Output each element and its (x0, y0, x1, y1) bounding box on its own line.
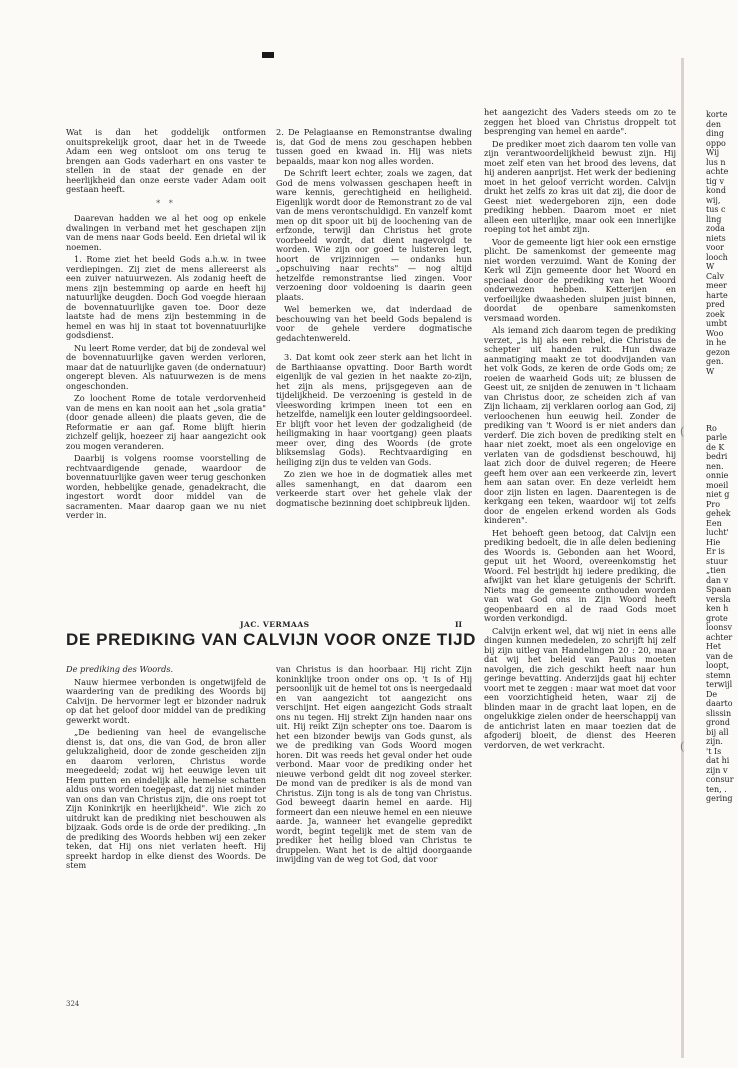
column3 (484, 108, 676, 998)
article2-column2 (276, 665, 472, 995)
paragraph: Wat is dan het goddelijk ontformen onuitsprekelijk groot, daar het in de Tweede Adam een weg ontsloot om ons terug te brengen aan Gods vaderhart en ons vaster te stellen in de staat der genade en der heerlijkheid dan onze eerste vader Adam ooit gestaan heeft. (66, 128, 266, 194)
fragment-line: Woo (706, 328, 724, 338)
paragraph: Daarevan hadden we al het oog op enkele dwalingen in verband met het geschapen zijn van de mens naar Gods beeld. Een drietal wil ik noemen. (66, 213, 266, 252)
fragment-line: zijn v (706, 765, 728, 775)
paragraph: Zo zien we hoe in de dogmatiek alles met alles samenhangt, en dat daarom een verkeerde start over het gehele vlak der dogmatische bezinning doet schipbreuk lijden. (276, 469, 472, 508)
paragraph: De prediker moet zich daarom ten volle van zijn verantwoordelijkheid bewust zijn. Hij moet zelf eten van het brood des levens, dat hij anderen aanprijst. Het werk der bediening moet in het geloof verricht worden. Calvijn drukt het zelfs zo kras uit dat zij, die door de Geest niet wedergeboren zijn, een dode prediking hebben. Daarom moet er niet alleen een uiterlijke, maar ook een innerlijke roeping tot het ambt zijn. (484, 138, 676, 234)
article-part: II (455, 620, 463, 629)
fragment-line: stemn (706, 670, 731, 680)
paragraph: Als iemand zich daarom tegen de prediking verzet, „is hij als een rebel, die Christus de schepter uit handen rukt. Hun dwaze aanmatiging maakt ze tot doodvijanden van het volk Gods, ze keren de orde Gods om; ze roeien de waarheid Gods uit; ze blussen de Geest uit, ze snijden de zenuwen in 't lichaam van Christus door, ze scheiden zich af van Zijn lichaam, zij verklaren oorlog aan God, zij verloochenen hun eeuwig heil. Zonder de prediking van 't Woord is er niet anders dan verderf. Die zich boven de prediking stelt en haar niet zoekt, moet als een ongelovige en verlaten van de godsdienst beschouwd, hij laat zich door de duivel regeren; de Heere geeft hem over aan een verkeerde zin, levert hem aan satan over. En deze verleidt hem door zijn listen en lagen. Daarentegen is de kerkgang een teken, waardoor wij tot zelfs door de engelen erkend worden als Gods kinderen". (484, 325, 676, 525)
fragment-line: achte (706, 167, 729, 176)
fragment-line: kond (706, 186, 726, 195)
fragment-line: loopt, (706, 661, 730, 670)
paragraph: het aangezicht des Vaders steeds om zo te zeggen het bloed van Christus droppelt tot besprenging van hemel en aarde". (484, 108, 676, 136)
fragment-line (706, 386, 738, 396)
fragment-line: moeil (706, 480, 729, 490)
fragment-line: ten, . (706, 784, 727, 794)
fragment-line: ding (706, 129, 724, 138)
fragment-line (706, 405, 738, 415)
fragment-line: daarto (706, 699, 733, 708)
paragraph: „De bediening van heel de evangelische dienst is, dat ons, die van God, de bron aller gelukzaligheid, door de zonde gescheiden zijn en daarom verloren, Christus worde meegedeeld; zodat wij het eeuwige leven uit Hem putten en eindelijk alle hemelse schatten aldus ons worden toegepast, dat zij niet minder van ons dan van Christus zijn, die ons roept tot Zijn Koninkrijk en heerlijkheid". Wie zich zo uitdrukt kan de prediking niet beschouwen als bijzaak. Gods orde is de orde der prediking. „In de prediking des Woords hebben wij een zeker teken, dat Hij ons niet verlaten heeft. Hij spreekt hardop in elke dienst des Woords. De stem (66, 727, 266, 870)
paragraph: Zo loochent Rome de totale verdorvenheid van de mens en kan nooit aan het „sola gratia" (door genade alleen) die plaats geven, die de Reformatie er aan gaf. Rome blijft hierin zichzelf gelijk, hoezeer zij haar aangezicht ook zou mogen veranderen. (66, 393, 266, 451)
fragment-line: slissin (706, 708, 732, 718)
section-divider: * * (156, 197, 176, 208)
fragment-line: bedri (706, 452, 728, 461)
fragment-line: voor (706, 243, 724, 252)
paragraph: 3. Dat komt ook zeer sterk aan het licht in de Barthiaanse opvatting. Door Barth wordt eigenlijk de val gezien in het naakte zo-zijn, het zijn als mens, prijsgegeven aan de tijdelijkheid. De verzoening is gesteld in de vleeswording krimpen ineen tot een en hetzelfde, namelijk een louter geldingsoordeel. Er blijft voor het leven der godzaligheid (de heiligmaking in haar voortgang) geen plaats meer over, ding des Woords (de grote bliksemslag Gods). Rechtvaardiging en heiliging zijn dus te velden van Gods. (276, 352, 472, 467)
fragment-line: terwijl (706, 680, 733, 689)
fragment-line (706, 395, 738, 405)
fragment-line: W (706, 366, 715, 376)
fragment-line: dat hi (706, 756, 730, 765)
fragment-line: Wij (706, 148, 720, 157)
fragment-line: gering (706, 794, 733, 803)
fragment-line: meer (706, 281, 727, 290)
margin-mark: ( (680, 740, 685, 753)
fragment-line: zijn. (706, 737, 723, 746)
article2-column1 (66, 665, 266, 995)
page-number: 324 (66, 1000, 80, 1008)
fragment-line: „tien (706, 566, 726, 575)
fragment-line: umbt (706, 319, 728, 328)
fragment-line: korte (706, 110, 728, 119)
paragraph: Calvijn erkent wel, dat wij niet in eens alle dingen kunnen mededelen, zo schrijft hij zelf bij zijn uitleg van Handelingen 20 : 20, maar dat wij het beleid van Paulus moeten navolgen, die zich geschikt heeft naar hun geringe bevatting. Anderzijds gaat hij echter voort met te zeggen : maar wat moet dat voor een voorzichtigheid heten, waar zij de blinden maar in de gracht laat lopen, en de ongelukkige zielen onder de heerschappij van de antichrist laten en maar toezien dat de afgoderij bloeit, de dienst des Heeren verdorven, de wet verkracht. (484, 625, 676, 750)
fragment-line: de K (706, 442, 725, 452)
fragment-line: achter (706, 632, 733, 642)
section-subheading: De prediking des Woords. (66, 665, 174, 674)
article-title: DE PREDIKING VAN CALVIJN VOOR ONZE TIJD (66, 630, 477, 649)
article1-column1 (66, 128, 266, 613)
fragment-line: Het (706, 642, 721, 651)
paragraph: Nauw hiermee verbonden is ongetwijfeld de waardering van de prediking des Woords bij Calvijn. De hervormer legt er bizonder nadruk op dat het geloof door middel van de prediking gewerkt wordt. (66, 676, 266, 725)
fragment-line: grond (706, 718, 731, 727)
paragraph: Wel bemerken we, dat inderdaad de beschouwing van het beeld Gods bepalend is voor de gehele verdere dogmatische gedachtenwereld. (276, 304, 472, 343)
fragment-line: stuur (706, 556, 728, 566)
fragment-line: in he (706, 338, 727, 347)
fragment-line: bij all (706, 727, 729, 737)
fragment-line: ken h (706, 604, 729, 613)
fragment-line: tus c (706, 205, 726, 214)
page-gutter (681, 58, 684, 1058)
fragment-line: harte (706, 290, 728, 300)
fragment-line: zoek (706, 309, 725, 319)
fragment-line: consur (706, 775, 734, 784)
fragment-line: gehek (706, 509, 731, 518)
fragment-line: Een (706, 518, 722, 528)
fragment-line: Calv (706, 271, 724, 281)
fragment-line: Pro (706, 499, 721, 509)
fragment-line: Hie (706, 537, 721, 547)
fragment-line: loonsv (706, 623, 732, 632)
fragment-line: onnie (706, 471, 729, 480)
fragment-line: niets (706, 233, 726, 243)
fragment-line: Ro (706, 423, 717, 433)
fragment-line: wij, (706, 195, 721, 205)
fragment-line: De (706, 689, 718, 699)
paragraph: Daarbij is volgens roomse voorstelling de rechtvaardigende genade, waardoor de bovennatuurlijke gaven weer terug geschonken worden, hebbelijke genade, genadekracht, die ingestort wordt door middel van de sacramenten. Maar daarop gaan we nu niet verder in. (66, 453, 266, 520)
fragment-line: gezon (706, 347, 731, 357)
fragment-line: parle (706, 433, 728, 442)
paragraph: 2. De Pelagiaanse en Remonstrantse dwaling is, dat God de mens zou geschapen hebben tussen goed en kwaad in. Hij was niets bepaalds, maar kon nog alles worden. (276, 128, 472, 166)
fragment-line: dan v (706, 575, 729, 585)
fragment-line: looch (706, 252, 728, 262)
fragment-line: 't Is (706, 746, 722, 756)
fragment-line: nen. (706, 461, 724, 471)
fragment-line: zoda (706, 224, 725, 233)
paragraph: van Christus is dan hoorbaar. Hij richt Zijn koninklijke troon onder ons op. 't Is of Hij persoonlijk uit de hemel tot ons is neergedaald en van aangezicht tot aangezicht ons verschijnt. Het eigen aangezicht Gods straalt ons nu tegen. Hij strekt Zijn handen naar ons uit. Hij reikt Zijn schepter ons toe. Daarom is het een bizonder bewijs van Gods gunst, als we de prediking van Gods Woord mogen horen. Dit was reeds het geval onder het oude verbond. Maar voor de prediking onder het nieuwe verbond geldt dit nog zoveel sterker. De mond van de prediker is als de mond van Christus. Zijn tong is als de tong van Christus. God beweegt daarin hemel en aarde. Hij formeert dan een nieuwe hemel en een nieuwe aarde. Ja, wanneer het evangelie gepredikt wordt, begint tegelijk met de stem van de prediker het heilig bloed van Christus te druppelen. Want het is de altijd doorgaande inwijding van de weg tot God, dat voor (276, 665, 472, 864)
fragment-line: oppo (706, 138, 726, 148)
paragraph: De Schrift leert echter, zoals we zagen, dat God de mens volwassen geschapen heeft in ware kennis, gerechtigheid en heiligheid. Eigenlijk wordt door de Remonstrant zo de val van de mens verontschuldigd. En vanzelf komt men op dit spoor uit bij de loochening van de erfzonde, terwijl dan Christus het grote voorbeeld wordt, dat dient nagevolgd te worden. Wie zijn oor goed te luisteren legt, hoort de vrijzinnigen — ondanks hun „opschuiving naar rechts" — nog altijd hetzelfde remonstrantse lied zingen. Voor verzoening door voldoening is daarin geen plaats. (276, 168, 472, 302)
fragment-line: ling (706, 214, 722, 224)
fragment-line: versla (706, 594, 731, 604)
fragment-line: lus n (706, 157, 726, 167)
fragment-line: gen. (706, 357, 724, 366)
fragment-line (706, 376, 738, 386)
fragment-line: niet g (706, 490, 730, 499)
paragraph: 1. Rome ziet het beeld Gods a.h.w. in twee verdiepingen. Zij ziet de mens allereerst als een zuiver natuurwezen. Als zodanig heeft de mens zijn bestemming op aarde en heeft hij natuurlijke deugden. Doch God voegde hieraan de bovennatuurlijke gaven toe. Door deze laatste had de mens zijn bestemming in de hemel en was hij in staat tot bovennatuurlijke godsdienst. (66, 254, 266, 340)
top-marker (262, 52, 274, 58)
fragment-line: den (706, 119, 722, 129)
fragment-line: van de (706, 651, 733, 661)
fragment-line: lucht' (706, 528, 729, 537)
paragraph: Nu leert Rome verder, dat bij de zondeval wel de bovennatuurlijke gaven werden verloren, maar dat de natuurlijke gaven (de ondernatuur) ongerept bleven. Als natuurwezen is de mens ongeschonden. (66, 342, 266, 391)
fragment-line: tig v (706, 176, 724, 186)
paragraph: Voor de gemeente ligt hier ook een ernstige plicht. De samenkomst der gemeente mag niet worden verzuimd. Want de Koning der Kerk wil Zijn gemeente door het Woord en speciaal door de prediking van het Woord onderwezen hebben. Ketterijen en verfoeilijke dwaasheden sluipen juist binnen, doordat de openbare samenkomsten versmaad worden. (484, 236, 676, 323)
fragment-line: Spaan (706, 585, 732, 594)
article-author: JAC. VERMAAS (240, 620, 310, 629)
fragment-line: Er is (706, 547, 725, 556)
margin-mark: ( (680, 425, 685, 438)
fragment-line: pred (706, 300, 725, 309)
next-page-fragments (706, 110, 738, 804)
fragment-line: grote (706, 613, 728, 623)
fragment-line (706, 414, 738, 424)
paragraph: Het behoeft geen betoog, dat Calvijn een prediking bedoelt, die in alle delen bediening des Woords is. Gebonden aan het Woord, geput uit het Woord, overeenkomstig het Woord. Fel bestrijdt hij iedere prediking, die afwijkt van het klare getuigenis der Schrift. Niets mag de gemeente onthouden worden van wat God ons in Zijn Woord heeft geopenbaard en al de raad Gods moet worden verkondigd. (484, 527, 676, 623)
fragment-line: W (706, 262, 715, 271)
article1-column2 (276, 128, 472, 613)
